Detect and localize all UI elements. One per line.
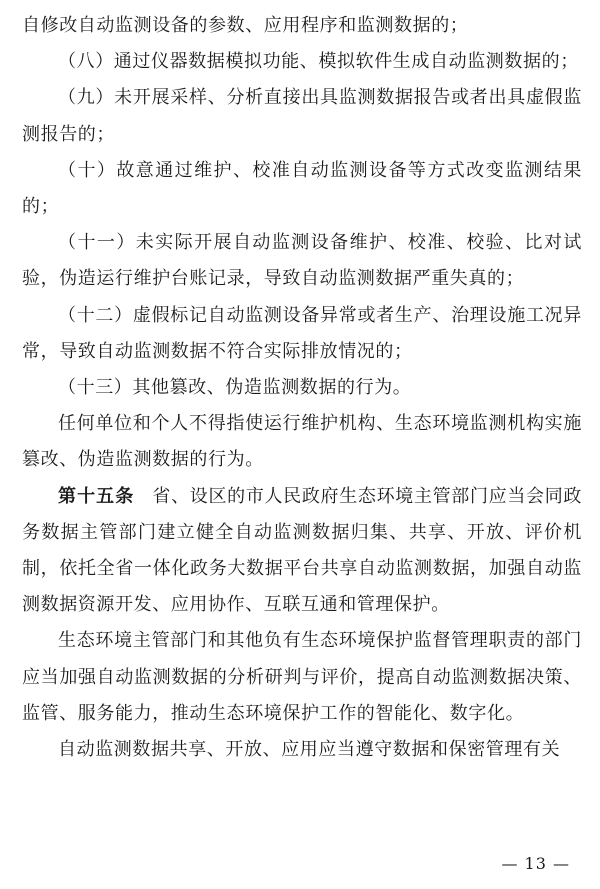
- article-number: 第十五条: [58, 485, 135, 507]
- page-number: — 13 —: [501, 854, 570, 873]
- document-page: [22, 8, 582, 768]
- list-item-8: （八）通过仪器数据模拟功能、模拟软件生成自动监测数据的；: [58, 51, 579, 73]
- list-item-11: （十一）未实际开展自动监测设备维护、校准、校验、比对试验，伪造运行维护台账记录，导致自动监测数据严重失真的；: [22, 232, 582, 290]
- paragraph-continuation: 自修改自动监测设备的参数、应用程序和监测数据的；: [22, 15, 469, 36]
- list-item-13: （十三）其他篡改、伪造监测数据的行为。: [58, 377, 412, 399]
- list-item-10: （十）故意通过维护、校准自动监测设备等方式改变监测结果的；: [22, 159, 582, 218]
- article-15-paragraph: [22, 479, 582, 624]
- prohibition-paragraph: 任何单位和个人不得指使运行维护机构、生态环境监测机构实施篡改、伪造监测数据的行为。: [22, 413, 582, 471]
- list-item-9: （九）未开展采样、分析直接出具监测数据报告或者出具虚假监测报告的；: [22, 87, 582, 145]
- list-item-12: （十二）虚假标记自动监测设备异常或者生产、治理设施工况异常，导致自动监测数据不符合实际排放情况的；: [22, 304, 582, 362]
- analysis-paragraph: 生态环境主管部门和其他负有生态环境保护监督管理职责的部门应当加强自动监测数据的分析研判与评价，提高自动监测数据决策、监管、服务能力，推动生态环境保护工作的智能化、数字化。: [22, 630, 582, 724]
- article-15-text: 省、设区的市人民政府生态环境主管部门应当会同政务数据主管部门建立健全自动监测数据归集、共享、开放、评价机制，依托全省一体化政务大数据平台共享自动监测数据，加强自动监测数据资源开发、应用协作、互联互通和管理保护。: [22, 485, 582, 616]
- sharing-paragraph: 自动监测数据共享、开放、应用应当遵守数据和保密管理有关: [58, 739, 561, 761]
